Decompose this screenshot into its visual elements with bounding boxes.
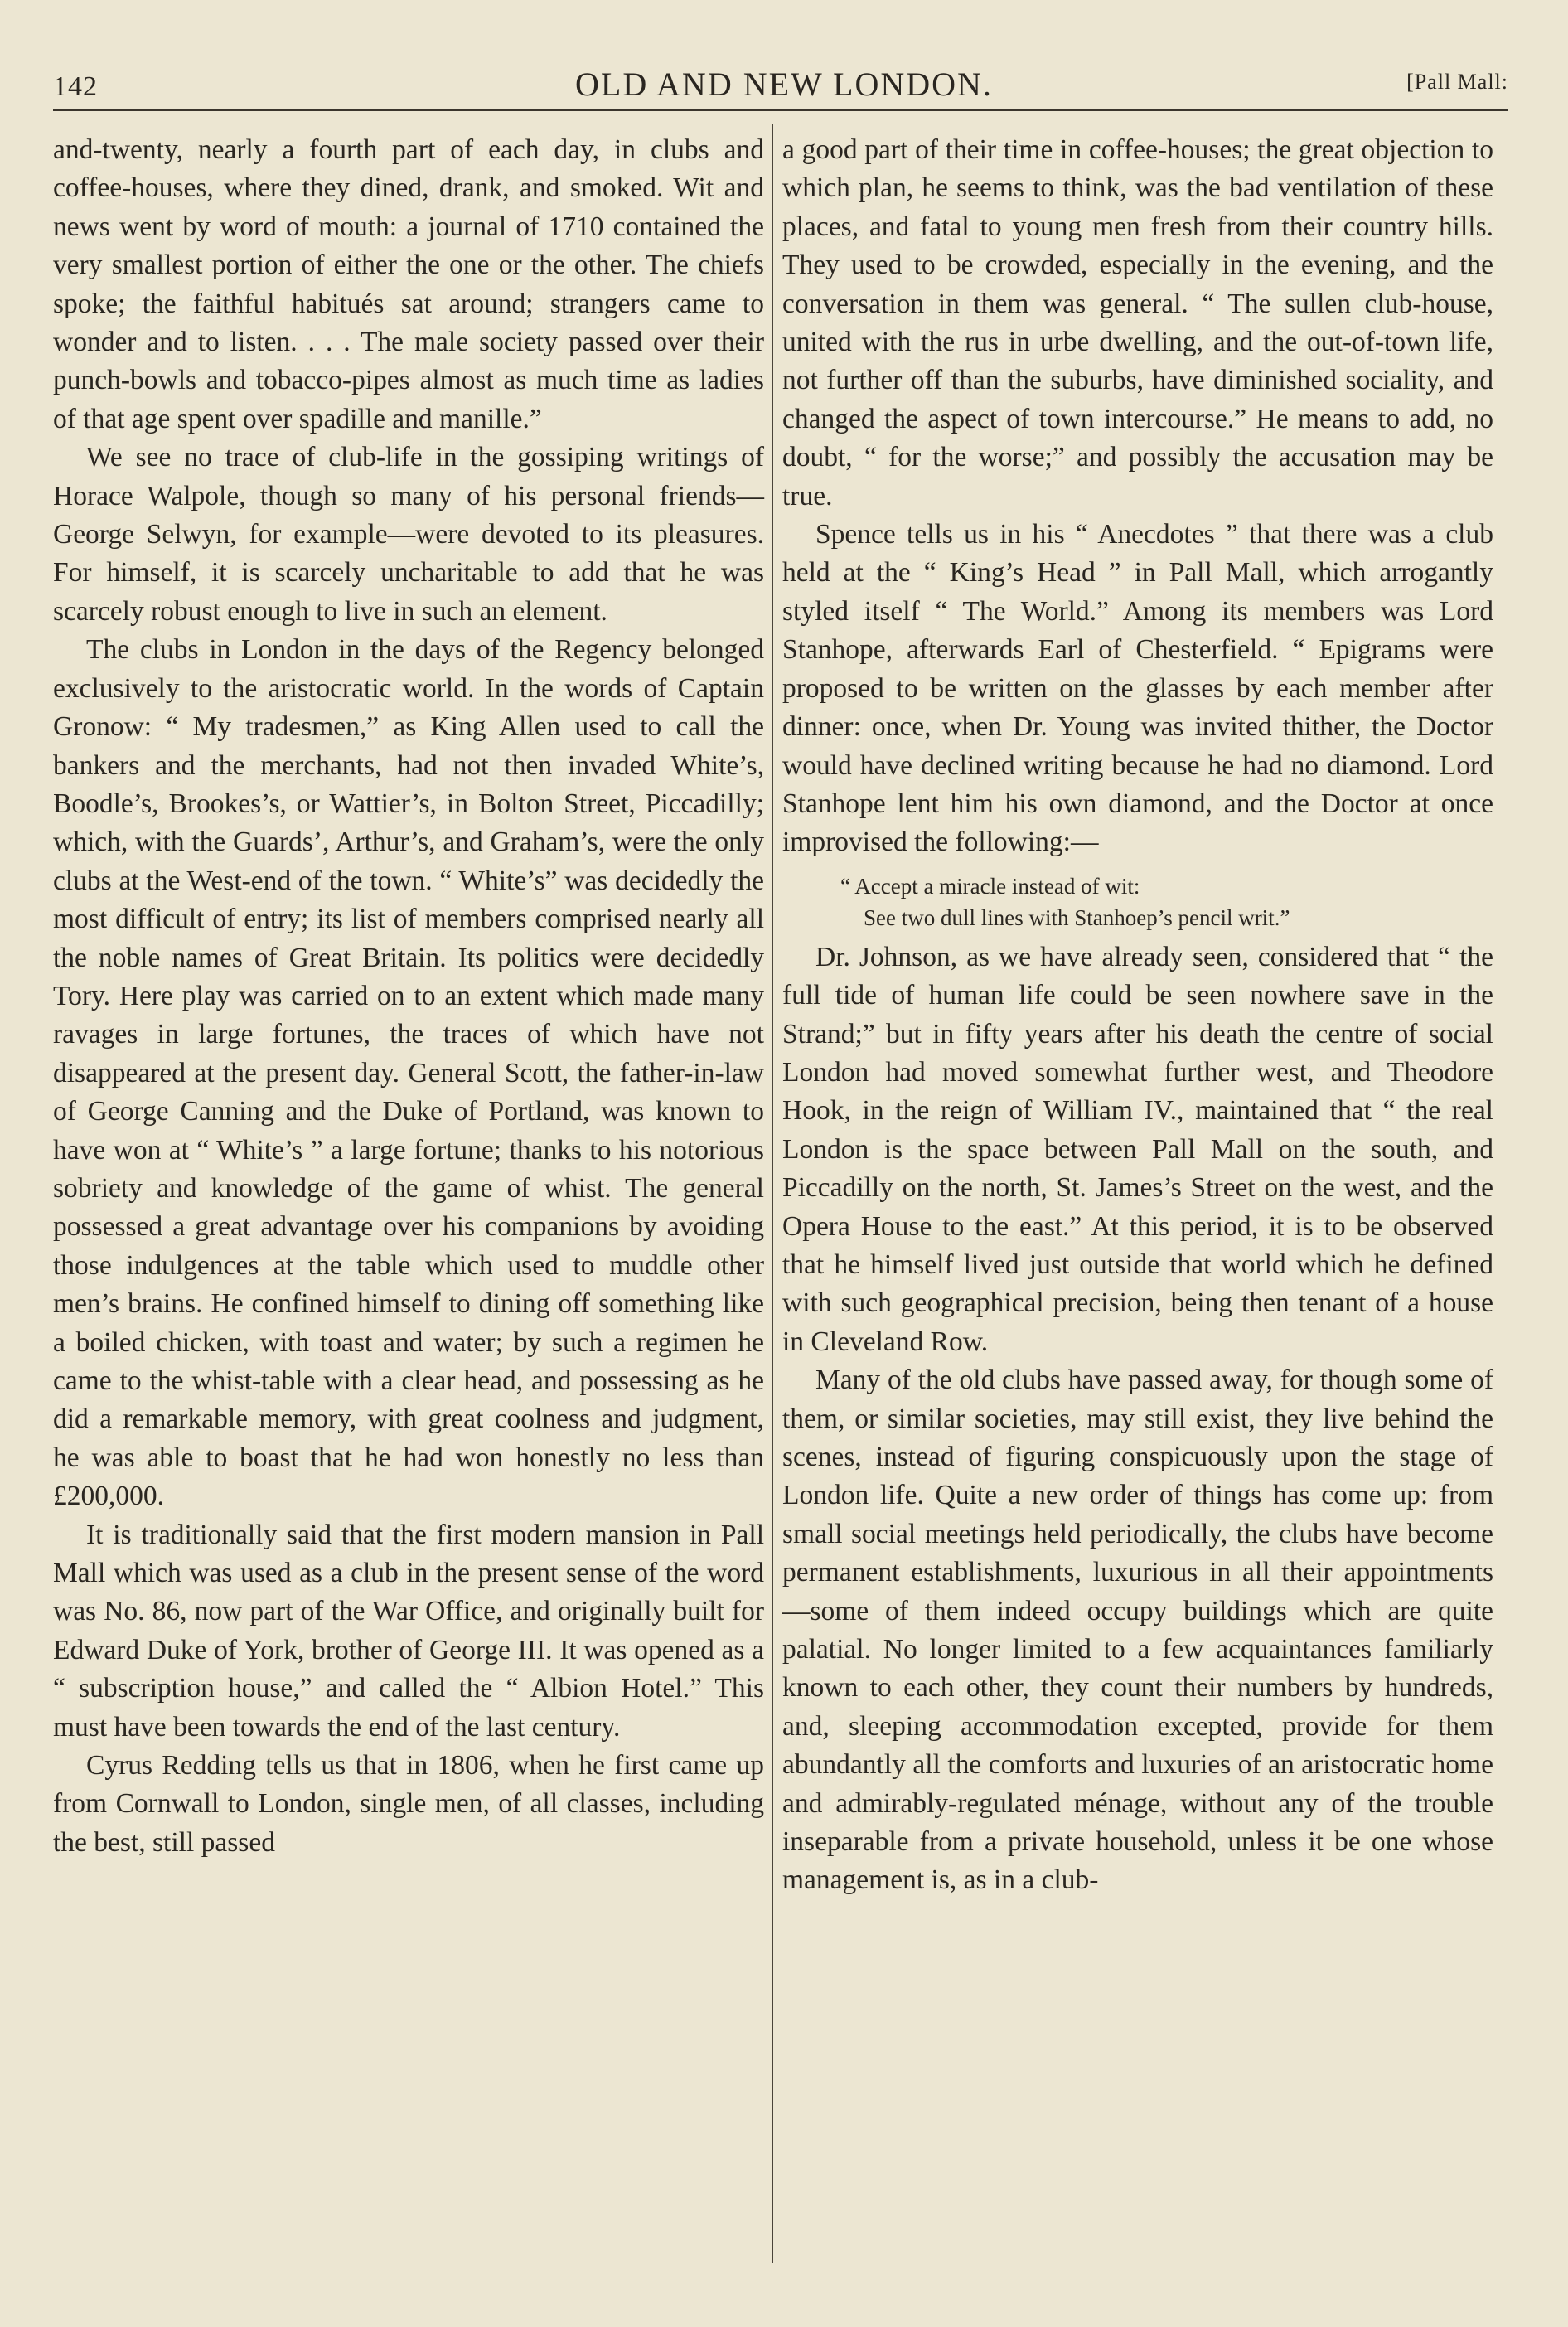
verse-line: See two dull lines with Stanhoep’s pencil writ.”: [864, 904, 1290, 930]
header-rule: [53, 109, 1508, 111]
section-marker: [Pall Mall:: [1406, 70, 1508, 94]
paragraph: Dr. Johnson, as we have already seen, considered that “ the full tide of human life could be seen nowhere save in the Strand;” but in fifty years after his death the centre of social London had moved somewhat further west, and Theodore Hook, in the reign of William IV., maintained that “ the real London is the space between Pall Mall on the south, and Piccadilly on the north, St. James’s Street on the west, and the Opera House to the east.” At this period, it is to be observed that he himself lived just outside that world which he defined with such geographical precision, being then tenant of a house in Cleveland Row.: [782, 941, 1493, 1357]
running-title: OLD AND NEW LONDON.: [575, 65, 993, 103]
paragraph: Spence tells us in his “ Anecdotes ” that there was a club held at the “ King’s Head ” in Pall Mall, which arrogantly styled itself “ The World.” Among its members was Lord Stanhope, afterwards Earl of Chesterfield. “ Epigrams were proposed to be written on the glasses by each member after dinner: once, when Dr. Young was invited thither, the Doctor would have declined writing because he had no diamond. Lord Stanhope lent him his own diamond, and the Doctor at once improvised the following:—: [782, 519, 1493, 858]
paragraph: We see no trace of club-life in the gossiping writings of Horace Walpole, though so many of his personal friends—George Selwyn, for example—were devoted to its pleasures. For himself, it is scarcely uncharitable to add that he was scarcely robust enough to live in such an element.: [53, 442, 764, 627]
paragraph: It is traditionally said that the first modern mansion in Pall Mall which was used as a club in the present sense of the word was No. 86, now part of the War Office, and originally built for Edward Duke of York, brother of George III. It was opened as a “ subscription house,” and called the “ Albion Hotel.” This must have been towards the end of the last century.: [53, 1519, 764, 1743]
paragraph: and-twenty, nearly a fourth part of each day, in clubs and coffee-houses, where they dined, drank, and smoked. Wit and news went by word of mouth: a journal of 1710 contained the very smallest portion of either the one or the other. The chiefs spoke; the faithful habitués sat around; strangers came to wonder and to listen. . . . The male society passed over their punch-bowls and tobacco-pipes almost as much time as ladies of that age spent over spadille and manille.”: [53, 134, 764, 434]
verse-quote: [782, 870, 1493, 933]
page-number: 142: [53, 71, 98, 102]
paragraph: Cyrus Redding tells us that in 1806, when he first came up from Cornwall to London, single men, of all classes, including the best, still passed: [53, 1750, 764, 1858]
verse-line: “ Accept a miracle instead of wit:: [840, 873, 1140, 899]
column-divider: [772, 124, 773, 2263]
left-column: [53, 131, 764, 1862]
paragraph: The clubs in London in the days of the Regency belonged exclusively to the aristocratic world. In the words of Captain Gronow: “ My tradesmen,” as King Allen used to call the bankers and the merchants, had not then invaded White’s, Boodle’s, Brookes’s, or Wattier’s, in Bolton Street, Piccadilly; which, with the Guards’, Arthur’s, and Graham’s, were the only clubs at the West-end of the town. “ White’s” was decidedly the most difficult of entry; its list of members comprised nearly all the noble names of Great Britain. Its politics were decidedly Tory. Here play was carried on to an extent which made many ravages in large fortunes, the traces of which have not disappeared at the present day. General Scott, the father-in-law of George Canning and the Duke of Portland, was known to have won at “ White’s ” a large fortune; thanks to his notorious sobriety and knowledge of the game of whist. The general possessed a great advantage over his companions by avoiding those indulgences at the table which used to muddle other men’s brains. He confined himself to dining off something like a boiled chicken, with toast and water; by such a regimen he came to the whist-table with a clear head, and possessing as he did a remarkable memory, with great coolness and judgment, he was able to boast that he had won honestly no less than £200,000.: [53, 634, 764, 1512]
paragraph: a good part of their time in coffee-houses; the great objection to which plan, he seems to think, was the bad ventilation of these places, and fatal to young men fresh from their country hills. They used to be crowded, especially in the evening, and the conversation in them was general. “ The sullen club-house, united with the rus in urbe dwelling, and the out-of-town life, not further off than the suburbs, have diminished sociality, and changed the aspect of town intercourse.” He means to add, no doubt, “ for the worse;” and possibly the accusation may be true.: [782, 134, 1493, 511]
right-column: [782, 131, 1493, 1900]
paragraph: Many of the old clubs have passed away, for though some of them, or similar societies, may still exist, they live behind the scenes, instead of figuring conspicuously upon the stage of London life. Quite a new order of things has come up: from small social meetings held periodically, the clubs have become permanent establishments, luxurious in all their appointments—some of them indeed occupy buildings which are quite palatial. No longer limited to a few acquaintances familiarly known to each other, they count their numbers by hundreds, and, sleeping accommodation excepted, provide for them abundantly all the comforts and luxuries of an aristocratic home and admirably-regulated ménage, without any of the trouble inseparable from a private household, unless it be one whose management is, as in a club-: [782, 1365, 1493, 1896]
running-header: [0, 51, 1568, 118]
